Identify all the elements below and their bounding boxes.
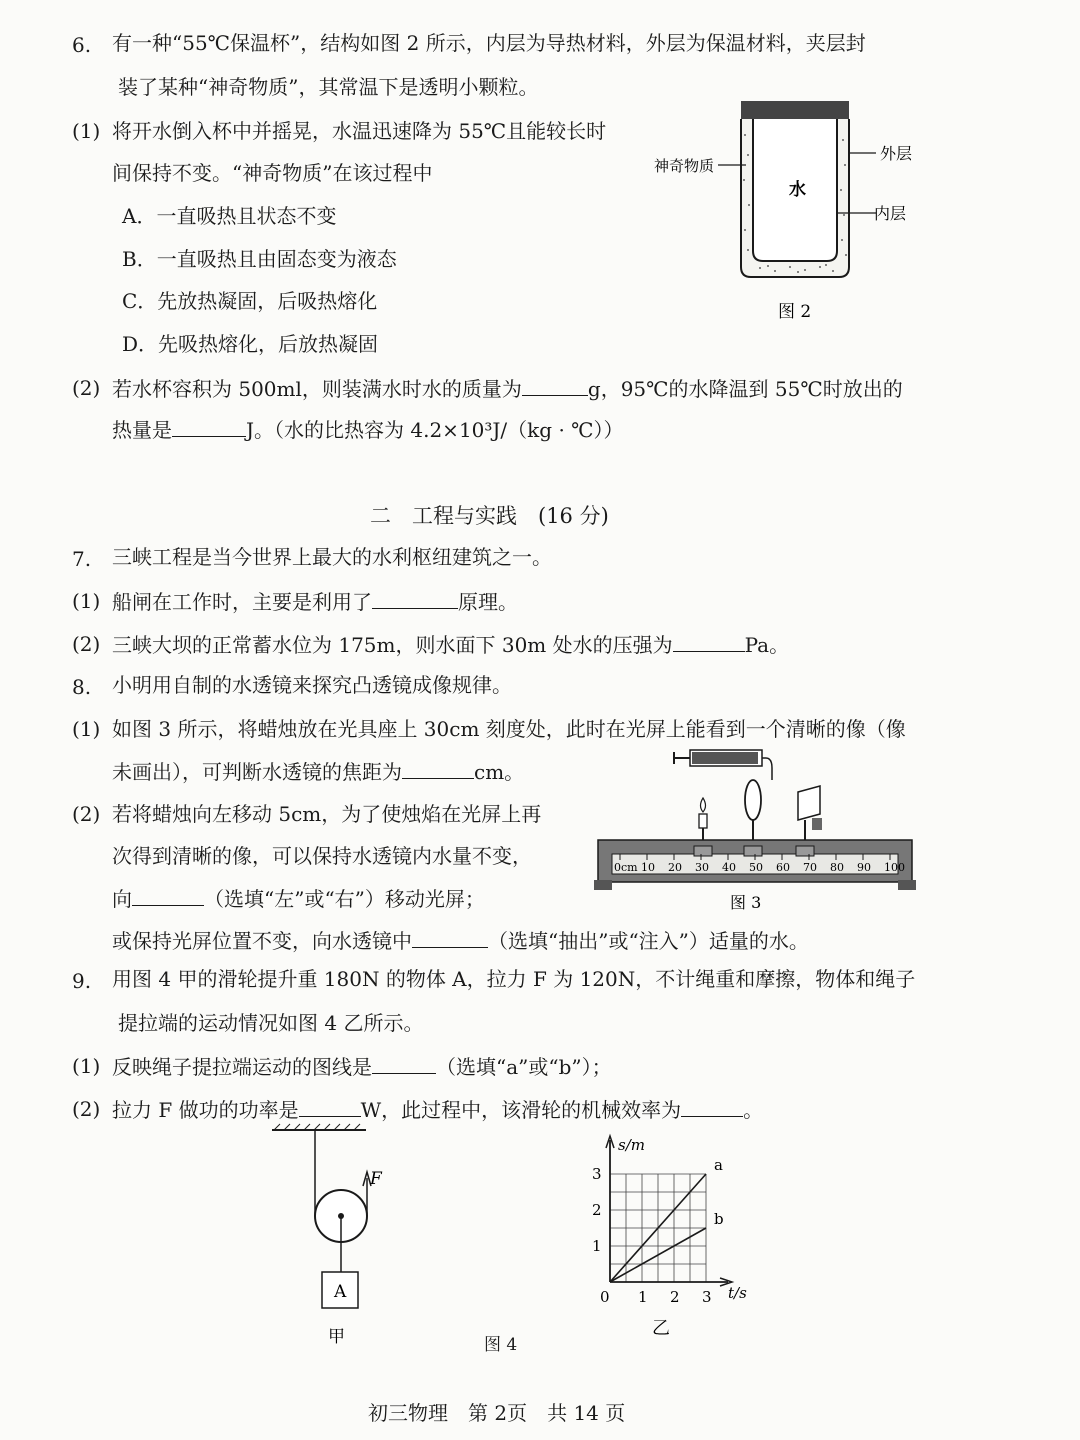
figure-4-pulley xyxy=(260,1120,390,1350)
q6-part1-number: (1) xyxy=(72,119,101,143)
q8-direction-blank[interactable] xyxy=(132,885,204,906)
q7-part2-text-b: Pa。 xyxy=(744,633,790,657)
block-a-label: A xyxy=(334,1282,347,1302)
lens-holder xyxy=(744,846,762,856)
q8-part2-text-d: （选填“抽出”或“注入”）适量的水。 xyxy=(488,929,809,953)
q8-part2-text-a: 向 xyxy=(112,887,132,911)
ruler-tick-label: 80 xyxy=(830,861,844,874)
ruler-tick-label: 70 xyxy=(803,861,817,874)
q7-part1-line xyxy=(112,588,518,615)
q8-part2-line2: 次得到清晰的像，可以保持水透镜内水量不变， xyxy=(112,844,532,868)
q7-part1-text-a: 船闸在工作时，主要是利用了 xyxy=(112,590,372,614)
q8-part1-number: (1) xyxy=(72,717,101,741)
q6-part2-number: (2) xyxy=(72,376,101,400)
q8-part1-text-b: cm。 xyxy=(474,760,525,784)
ruler-tick-label: 100 xyxy=(884,861,905,874)
q9-part2-number: (2) xyxy=(72,1097,101,1121)
q9-power-blank[interactable] xyxy=(299,1096,361,1117)
q8-part2-text-b: （选填“左”或“右”）移动光屏； xyxy=(204,887,485,911)
force-label: F xyxy=(370,1169,382,1189)
q7-number: 7. xyxy=(72,547,92,571)
q6-part2-text-b: g，95℃的水降温到 55℃时放出的 xyxy=(587,377,903,401)
figure-3-caption: 图 3 xyxy=(730,893,762,912)
cup-lid xyxy=(741,101,849,119)
x-tick-label: 3 xyxy=(702,1288,712,1306)
label-outer-layer: 外层 xyxy=(880,144,913,163)
q9-efficiency-blank[interactable] xyxy=(681,1096,743,1117)
q6-heat-blank[interactable] xyxy=(172,416,246,437)
q8-part2-line4 xyxy=(112,927,809,954)
q9-part1-line xyxy=(112,1053,612,1080)
figure-4-yi-label: 乙 xyxy=(652,1318,670,1339)
water-lens xyxy=(745,780,761,820)
screen-holder xyxy=(796,846,814,856)
label-water: 水 xyxy=(789,180,806,200)
q9-part1-number: (1) xyxy=(72,1054,101,1078)
q7-principle-blank[interactable] xyxy=(372,588,458,609)
q7-part2-line xyxy=(112,631,789,658)
label-inner-layer: 内层 xyxy=(874,204,907,223)
ruler-tick-label: 40 xyxy=(722,861,736,874)
q6-option-d: D．先吸热熔化，后放热凝固 xyxy=(122,332,379,356)
candle-holder xyxy=(694,846,712,856)
bench-foot-right xyxy=(898,880,916,890)
q6-number: 6. xyxy=(72,33,92,57)
y-tick-label: 1 xyxy=(592,1237,602,1255)
q8-water-blank[interactable] xyxy=(412,927,488,948)
q9-part1-text-b: （选填“a”或“b”）； xyxy=(436,1055,612,1079)
q8-part2-line1: 若将蜡烛向左移动 5cm，为了使烛焰在光屏上再 xyxy=(112,802,542,826)
bench-foot-left xyxy=(594,880,612,890)
q7-part2-number: (2) xyxy=(72,632,101,656)
figure-4-jia-label: 甲 xyxy=(328,1327,345,1347)
x-tick-label: 1 xyxy=(638,1288,648,1306)
q8-number: 8. xyxy=(72,675,92,699)
q8-part1-line1: 如图 3 所示，将蜡烛放在光具座上 30cm 刻度处，此时在光屏上能看到一个清晰的像（像 xyxy=(112,717,906,741)
q6-part2-text-c: 热量是 xyxy=(112,418,172,442)
q9-stem-line2: 提拉端的运动情况如图 4 乙所示。 xyxy=(118,1011,424,1035)
q9-part2-line xyxy=(112,1096,763,1123)
x-tick-label: 2 xyxy=(670,1288,680,1306)
q6-part2-text-a: 若水杯容积为 500ml，则装满水时水的质量为 xyxy=(112,377,522,401)
q8-part2-number: (2) xyxy=(72,802,101,826)
q9-part2-text-a: 拉力 F 做功的功率是 xyxy=(112,1098,299,1122)
x-tick-label: 0 xyxy=(600,1288,610,1306)
q6-mass-blank[interactable] xyxy=(522,375,588,396)
q7-pressure-blank[interactable] xyxy=(673,631,745,652)
y-axis-label: s/m xyxy=(618,1136,645,1154)
series-label-b: b xyxy=(714,1210,724,1228)
chart-series xyxy=(610,1156,724,1282)
figure-4-st-chart xyxy=(580,1130,760,1340)
q6-part1-line2: 间保持不变。“神奇物质”在该过程中 xyxy=(112,161,433,185)
figure-3-optical-bench xyxy=(590,740,920,920)
q6-part2-line1 xyxy=(112,375,903,402)
q9-part2-text-c: 。 xyxy=(743,1098,764,1122)
q6-option-a: A．一直吸热且状态不变 xyxy=(122,204,337,228)
q9-part1-text-a: 反映绳子提拉端运动的图线是 xyxy=(112,1055,372,1079)
ruler-tick-label: 30 xyxy=(695,861,709,874)
ruler-tick-label: 20 xyxy=(668,861,682,874)
q7-part2-text-a: 三峡大坝的正常蓄水位为 175m，则水面下 30m 处水的压强为 xyxy=(112,633,673,657)
label-magic-substance: 神奇物质 xyxy=(654,157,715,175)
q9-part2-text-b: W，此过程中，该滑轮的机械效率为 xyxy=(360,1098,682,1122)
q8-part1-text-a: 未画出），可判断水透镜的焦距为 xyxy=(112,760,402,784)
q6-part2-line2 xyxy=(112,416,624,443)
figure-2-cup xyxy=(640,95,940,330)
q6-part2-text-d: J。（水的比热容为 4.2×10³J/（kg · ℃）） xyxy=(246,418,624,442)
light-screen xyxy=(798,786,822,848)
ruler-tick-label: 90 xyxy=(857,861,871,874)
q9-line-blank[interactable] xyxy=(372,1053,436,1074)
q7-part1-text-b: 原理。 xyxy=(458,590,518,614)
q7-stem: 三峡工程是当今世界上最大的水利枢纽建筑之一。 xyxy=(112,545,552,569)
figure-2-caption: 图 2 xyxy=(778,302,812,322)
ruler-tick-label: 10 xyxy=(641,861,655,874)
q6-option-c: C．先放热凝固，后吸热熔化 xyxy=(122,289,378,313)
ruler-tick-label: 60 xyxy=(776,861,790,874)
q6-part1-line1: 将开水倒入杯中并摇晃，水温迅速降为 55℃且能较长时 xyxy=(112,119,607,143)
q8-part2-text-c: 或保持光屏位置不变，向水透镜中 xyxy=(112,929,412,953)
q6-stem-line1: 有一种“55℃保温杯”，结构如图 2 所示，内层为导热材料，外层为保温材料，夹层封 xyxy=(112,31,866,55)
section-2-heading: 二 工程与实践 (16 分) xyxy=(370,504,609,528)
syringe xyxy=(674,750,772,780)
figure-4-caption: 图 4 xyxy=(484,1335,518,1355)
q8-focal-blank[interactable] xyxy=(402,758,474,779)
q9-stem-line1: 用图 4 甲的滑轮提升重 180N 的物体 A，拉力 F 为 120N，不计绳重和摩擦，物体和绳子 xyxy=(112,967,916,991)
series-label-a: a xyxy=(714,1156,723,1174)
y-tick-label: 3 xyxy=(592,1165,602,1183)
y-tick-label: 2 xyxy=(592,1201,602,1219)
q8-part2-line3 xyxy=(112,885,485,912)
q7-part1-number: (1) xyxy=(72,589,101,613)
q6-option-b: B．一直吸热且由固态变为液态 xyxy=(122,247,397,271)
q6-stem-line2: 装了某种“神奇物质”，其常温下是透明小颗粒。 xyxy=(118,75,539,99)
q8-stem: 小明用自制的水透镜来探究凸透镜成像规律。 xyxy=(112,673,512,697)
ruler-tick-label: 50 xyxy=(749,861,763,874)
q9-number: 9. xyxy=(72,969,92,993)
x-axis-label: t/s xyxy=(728,1284,747,1302)
ruler-tick-label: 0cm xyxy=(614,861,638,874)
page-footer: 初三物理 第 2页 共 14 页 xyxy=(368,1401,626,1425)
q8-part1-line2 xyxy=(112,758,524,785)
